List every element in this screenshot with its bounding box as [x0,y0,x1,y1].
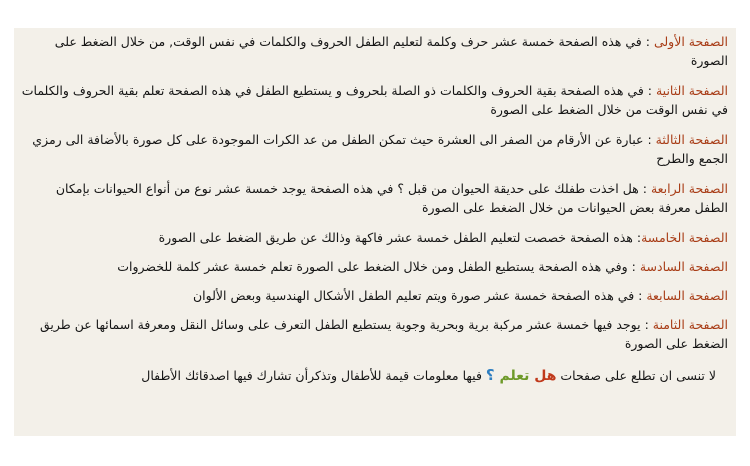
entry-label: الصفحة السابعة [646,288,728,303]
entry-separator: : [632,230,642,245]
footer-text-before: لا تنسى ان تطلع على صفحات [560,368,716,383]
entry-label: الصفحة الخامسة [641,230,728,245]
question-mark-icon: ؟ [485,366,495,384]
entry-separator: : [638,181,651,196]
entry-label: الصفحة السادسة [639,259,728,274]
brand-word-hal: هل [534,368,557,384]
entry-separator: : [627,259,640,274]
entry-text: هل اخذت طفلك على حديقة الحيوان من قبل ؟ في هذه الصفحة يوجد خمسة عشر نوع من أنواع الحيوانات بإمكان الطفل معرفة بعض الحيوانات من خلال الضغط على الصورة [55,181,728,215]
brand-word-taallam: تعلم [499,368,530,384]
entry-text: في هذه الصفحة بقية الحروف والكلمات ذو الصلة بلحروف و يستطيع الطفل في هذه الصفحة تعلم بقية الحروف والكلمات في نفس الوقت من خلال الضغط على الصورة [21,83,728,117]
entry-page-8 [20,315,728,353]
entry-label: الصفحة الثانية [655,83,728,98]
entry-text: وفي هذه الصفحة يستطيع الطفل ومن خلال الضغط على الصورة تعلم خمسة عشر كلمة للخضروات [117,259,628,274]
entry-label: الصفحة الثامنة [652,317,728,332]
entry-text: يوجد فيها خمسة عشر مركبة برية وبحرية وجوية يستطيع الطفل التعرف على وسائل النقل ومعرفة اسمائها عن طريق الضغط على الصورة [39,317,728,351]
entry-page-1 [20,32,728,70]
entry-separator: : [643,83,656,98]
entry-page-2 [20,81,728,119]
entry-separator: : [634,288,647,303]
entry-separator: : [641,34,654,49]
page-descriptions [20,32,728,436]
footer-text-after: فيها معلومات قيمة للأطفال وتذكرأن تشارك فيها اصدقائك الأطفال [141,368,482,383]
entry-page-7 [20,286,728,305]
info-card [14,28,736,436]
entry-separator: : [643,132,656,147]
entry-label: الصفحة الأولى [653,34,728,49]
entry-text: في هذه الصفحة خمسة عشر حرف وكلمة لتعليم الطفل الحروف والكلمات في نفس الوقت, من خلال الضغط على الصورة [54,34,728,68]
entry-label: الصفحة الثالثة [655,132,728,147]
entry-page-4 [20,179,728,217]
entry-text: عبارة عن الأرقام من الصفر الى العشرة حيث تمكن الطفل من عد الكرات الموجودة على كل صورة بالأضافة الى رمزي الجمع والطرح [32,132,728,166]
entry-text: في هذه الصفحة خمسة عشر صورة ويتم تعليم الطفل الأشكال الهندسية وبعض الألوان [192,288,635,303]
entry-separator: : [640,317,653,332]
entry-text: هذه الصفحة خصصت لتعليم الطفل خمسة عشر فاكهة وذالك عن طريق الضغط على الصورة [158,230,633,245]
entry-page-3 [20,130,728,168]
brand-logo [486,368,557,384]
entry-page-6 [20,257,728,276]
footer-reminder [20,365,728,386]
entry-page-5 [20,228,728,247]
entry-label: الصفحة الرابعة [650,181,728,196]
